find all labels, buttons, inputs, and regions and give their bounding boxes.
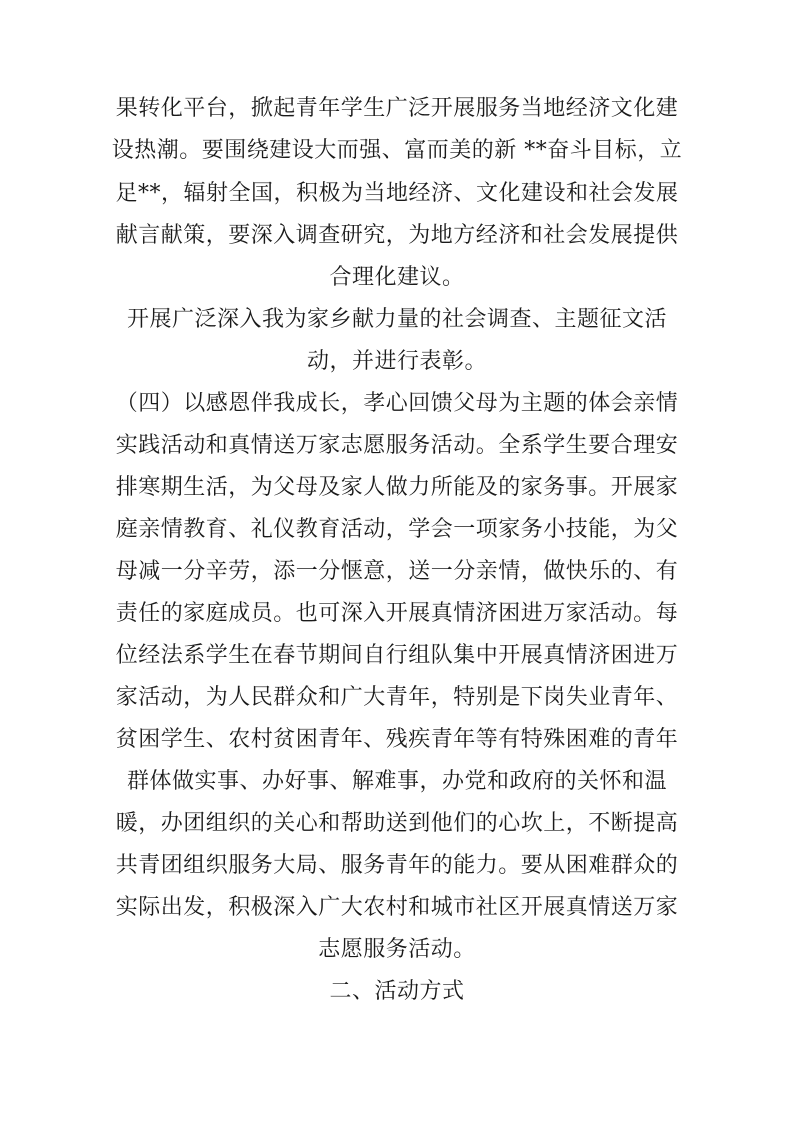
text-line: 家活动，为人民群众和广大青年，特别是下岗失业青年、: [115, 685, 679, 710]
text-line: 实践活动和真情送万家志愿服务活动。全系学生要合理安: [115, 433, 679, 458]
text-line: 设热潮。要围绕建设大而强、富而美的新 **奋斗目标，立: [111, 138, 683, 163]
text-line: 实际出发，积极深入广大农村和城市社区开展真情送万家: [115, 895, 679, 920]
text-line: 排寒期生活，为父母及家人做力所能及的家务事。开展家: [115, 475, 679, 500]
text-line: 动，并进行表彰。: [306, 349, 487, 374]
text-line: 献言献策，要深入调查研究，为地方经济和社会发展提供: [115, 223, 679, 248]
text-line: 合理化建议。: [329, 265, 465, 290]
text-line: 庭亲情教育、礼仪教育活动，学会一项家务小技能，为父: [115, 517, 679, 542]
text-line: 暖，办团组织的关心和帮助送到他们的心坎上，不断提高: [115, 811, 679, 836]
text-line: 责任的家庭成员。也可深入开展真情济困进万家活动。每: [115, 601, 679, 626]
text-line: 共青团组织服务大局、服务青年的能力。要从困难群众的: [115, 853, 679, 878]
text-line: 位经法系学生在春节期间自行组队集中开展真情济困进万: [115, 643, 679, 668]
text-line: 开展广泛深入我为家乡献力量的社会调查、主题征文活: [126, 307, 667, 332]
text-line: 群体做实事、办好事、解难事，办党和政府的关怀和温: [126, 769, 667, 794]
section-heading-four: （四）以感恩伴我成长，孝心回馈父母为主题的体会亲情: [115, 391, 679, 416]
text-line: 志愿服务活动。: [318, 937, 476, 962]
text-line: 贫困学生、农村贫困青年、残疾青年等有特殊困难的青年: [115, 727, 679, 752]
text-line: 母减一分辛劳，添一分惬意，送一分亲情，做快乐的、有: [115, 559, 679, 584]
text-line: 足**，辐射全国，积极为当地经济、文化建设和社会发展: [115, 181, 679, 206]
text-line: 果转化平台，掀起青年学生广泛开展服务当地经济文化建: [115, 96, 679, 121]
section-heading-activity-methods: 二、活动方式: [329, 979, 465, 1004]
